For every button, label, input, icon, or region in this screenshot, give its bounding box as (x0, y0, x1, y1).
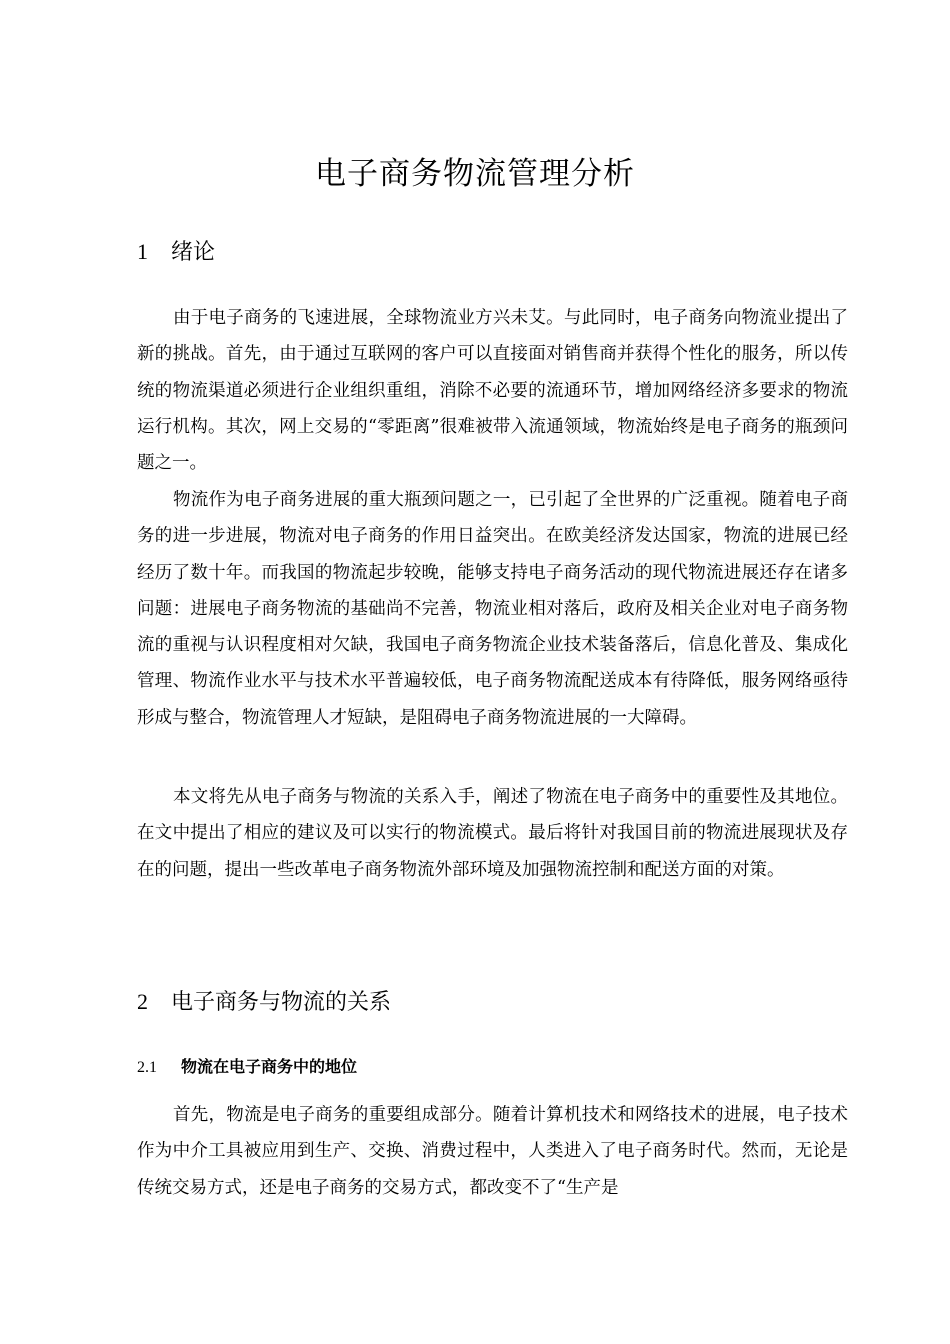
section-1-heading (137, 235, 215, 270)
section-title: 绪论 (171, 240, 216, 265)
subsection-title: 物流在电子商务中的地位 (181, 1057, 358, 1076)
section-title: 电子商务与物流的关系 (171, 990, 392, 1015)
section-number: 2 (137, 989, 148, 1014)
paragraph: 物流作为电子商务进展的重大瓶颈问题之一，已引起了全世界的广泛重视。随着电子商务的进一步进展，物流对电子商务的作用日益突出。在欧美经济发达国家，物流的进展已经经历了数十年。而我国的物流起步较晚，能够支持电子商务活动的现代物流进展还存在诸多问题：进展电子商务物流的基础尚不完善，物流业相对落后，政府及相关企业对电子商务物流的重视与认识程度相对欠缺，我国电子商务物流企业技术装备落后，信息化普及、集成化管理、物流作业水平与技术水平普遍较低，电子商务物流配送成本有待降低，服务网络亟待形成与整合，物流管理人才短缺，是阻碍电子商务物流进展的一大障碍。 (137, 490, 848, 728)
document-title: 电子商务物流管理分析 (315, 156, 635, 192)
paragraph: 由于电子商务的飞速进展，全球物流业方兴未艾。与此同时，电子商务向物流业提出了新的挑战。首先，由于通过互联网的客户可以直接面对销售商并获得个性化的服务，所以传统的物流渠道必须进行企业组织重组，消除不必要的流通环节，增加网络经济多要求的物流运行机构。其次，网上交易的“零距离”很难被带入流通领域，物流始终是电子商务的瓶颈问题之一。 (137, 308, 848, 474)
paragraph: 首先，物流是电子商务的重要组成部分。随着计算机技术和网络技术的进展，电子技术作为中介工具被应用到生产、交换、消费过程中，人类进入了电子商务时代。然而，无论是传统交易方式，还是电子商务的交易方式，都改变不了“生产是 (137, 1105, 848, 1198)
subsection-2-1-heading (137, 1053, 357, 1082)
section-number: 1 (137, 239, 148, 264)
paragraph: 本文将先从电子商务与物流的关系入手，阐述了物流在电子商务中的重要性及其地位。在文中提出了相应的建议及可以实行的物流模式。最后将针对我国目前的物流进展现状及存在的问题，提出一些改革电子商务物流外部环境及加强物流控制和配送方面的对策。 (137, 787, 848, 880)
subsection-number: 2.1 (137, 1059, 157, 1076)
section-2-heading (137, 985, 391, 1020)
